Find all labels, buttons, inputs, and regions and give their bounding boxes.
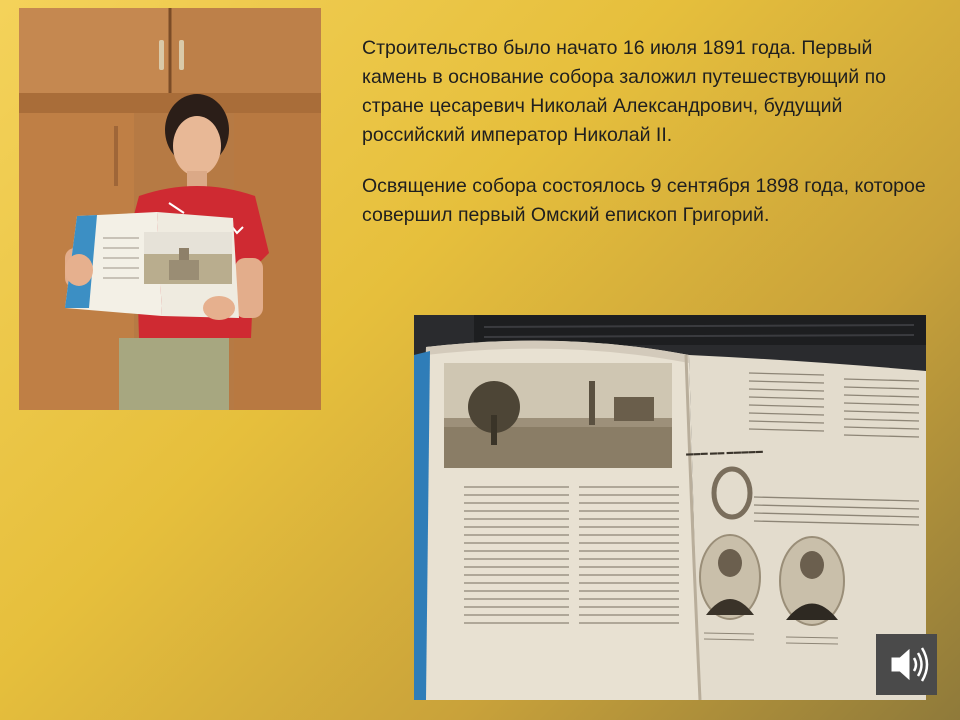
book-chapter-heading: ▬▬▬ ▬▬ ▬▬▬▬▬ [685,446,764,458]
paragraph-consecration: Освящение собора состоялось 9 сентября 1898 года, которое совершил первый Омский епископ Григорий. [362,175,926,226]
speaker-icon [876,634,937,695]
photo-open-book [414,315,926,700]
slide-text [362,34,942,252]
audio-play-button[interactable] [876,634,937,695]
photo-boy-with-book-image [19,8,321,410]
paragraph-construction: Строительство было начато 16 июля 1891 года. Первый камень в основание собора заложил путешествующий по стране цесаревич Николай Александрович, будущий российский император Николай II. [362,37,886,146]
photo-boy-with-book [19,8,321,410]
photo-open-book-image [414,315,926,700]
